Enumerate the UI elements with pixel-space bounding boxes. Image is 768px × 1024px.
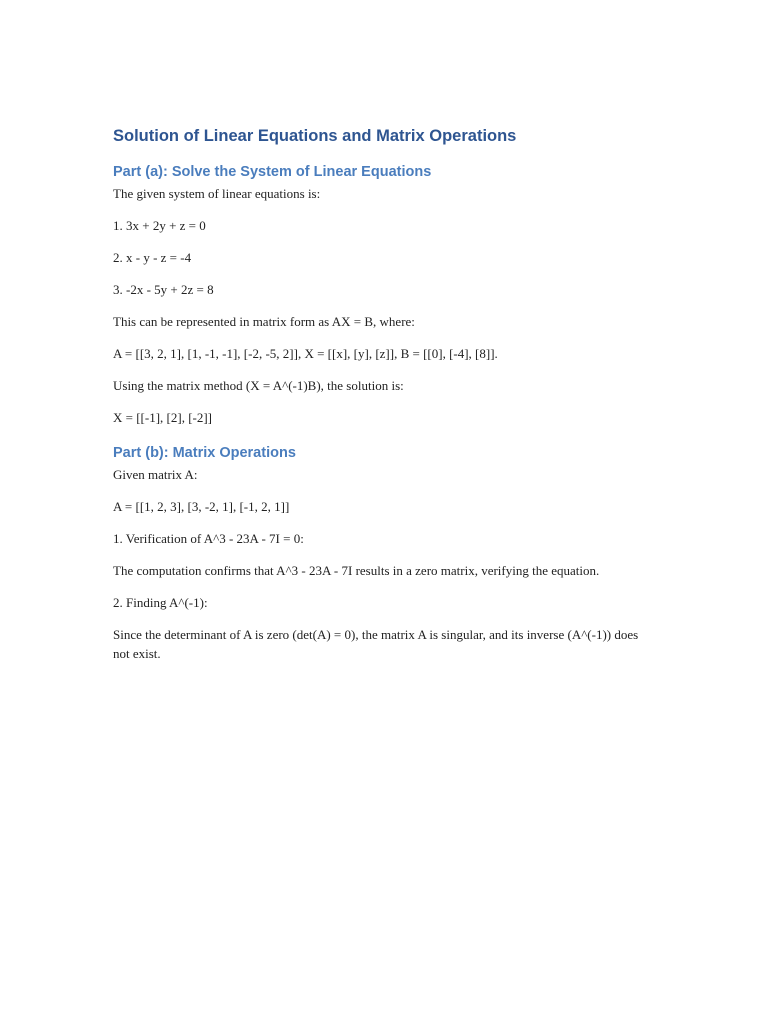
equation-2: 2. x - y - z = -4 [113,250,192,265]
document-title: Solution of Linear Equations and Matrix Operations [113,127,517,145]
matrix-a-definition: A = [[1, 2, 3], [3, -2, 1], [-1, 2, 1]] [113,498,290,514]
method-text: Using the matrix method (X = A^(-1)B), the solution is: [113,378,404,393]
matrix-definitions: A = [[3, 2, 1], [1, -1, -1], [-2, -5, 2]], X = [[x], [y], [z]], B = [[0], [-4], [8]]. [113,346,498,361]
matrix-form-intro: This can be represented in matrix form as AX = B, where: [113,314,415,329]
equation-1: 1. 3x + 2y + z = 0 [113,218,206,233]
equation-3: 3. -2x - 5y + 2z = 8 [113,282,214,297]
step-1-heading: 1. Verification of A^3 - 23A - 7I = 0: [113,530,304,546]
part-b-heading: Part (b): Matrix Operations [113,444,296,461]
solution-text: X = [[-1], [2], [-2]] [113,410,213,425]
part-a-heading: Part (a): Solve the System of Linear Equations [113,164,432,180]
step-1-result: The computation confirms that A^3 - 23A - 7I results in a zero matrix, verifying the equation. [113,562,600,578]
step-2-heading: 2. Finding A^(-1): [113,594,208,610]
part-b-intro: Given matrix A: [113,466,198,482]
part-a-intro: The given system of linear equations is: [113,186,321,201]
step-2-result: Since the determinant of A is zero (det(A) = 0), the matrix A is singular, and its inverse (A^(-1)) does not exist. [113,626,639,661]
